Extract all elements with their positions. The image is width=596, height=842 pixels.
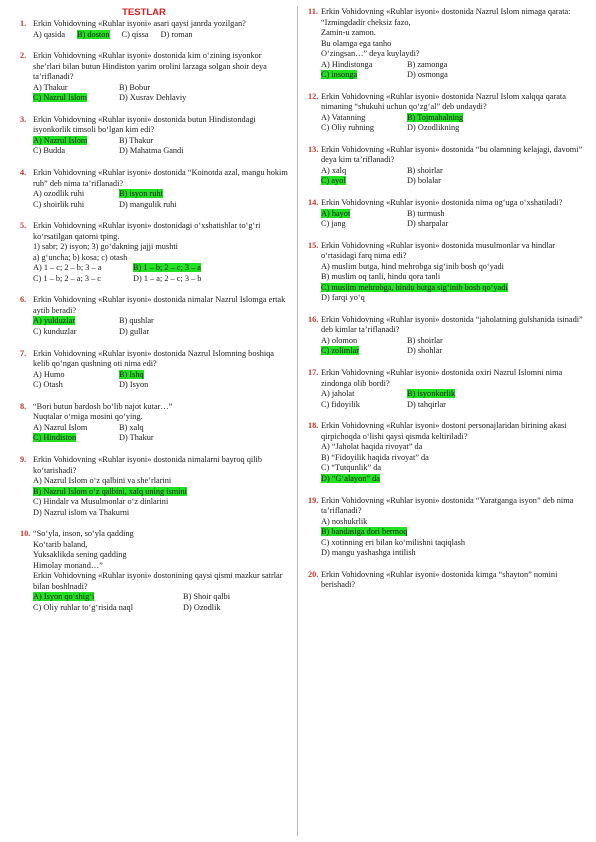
option-label: A) Nazrul Islom	[33, 422, 88, 432]
answer-option	[407, 123, 459, 134]
option-label: C) muslim mehrobga, hindu butga sig‘inib bosh qo‘yadi	[321, 282, 508, 292]
option-row	[33, 370, 288, 381]
question-number: 1.	[20, 19, 27, 28]
option-row	[321, 209, 588, 220]
option-row	[33, 380, 288, 391]
answer-option	[122, 30, 149, 41]
answer-option	[33, 30, 65, 41]
option-row	[321, 293, 588, 304]
answer-option	[321, 517, 367, 528]
question-20	[308, 570, 588, 591]
answer-option	[33, 146, 119, 157]
option-label: B) Ishq	[119, 369, 144, 379]
option-row	[321, 60, 588, 71]
answer-option	[119, 433, 154, 444]
option-label: A) 1 – c; 2 – b; 3 – a	[33, 263, 102, 273]
option-label: B) zamonga	[407, 59, 448, 69]
question-text: “Bori butun bardosh bo‘lib najot kutar…” Nuqtalar o‘rniga mosini qo‘ying.	[33, 401, 173, 422]
option-row	[33, 274, 288, 285]
question-text: Erkin Vohidovning «Ruhlar isyoni» dostonida musulmonlar va hindlar o‘rtasidagi farq nima edi?	[321, 240, 556, 261]
question-number: 13.	[308, 144, 319, 154]
option-row	[33, 497, 288, 508]
option-row	[33, 93, 288, 104]
option-label: C) Otash	[33, 380, 63, 390]
answer-option	[407, 336, 443, 347]
question-19	[308, 496, 588, 559]
answer-option-highlighted	[321, 176, 407, 187]
answer-option	[119, 423, 144, 434]
answer-option	[33, 83, 119, 94]
answer-option-highlighted	[33, 487, 187, 498]
answer-option-highlighted	[33, 136, 119, 147]
left-column	[20, 7, 288, 624]
option-label: A) Vatanning	[321, 112, 366, 122]
option-label: D) tahqirlar	[407, 399, 446, 409]
option-label: A) Nazrul Islom o‘z qalbini va she’rlarini	[33, 476, 172, 485]
answer-option	[321, 453, 429, 464]
question-text: Erkin Vohidovning «Ruhlar isyoni» dostonida nimalar Nazrul Islomga ertak aytib beradi?	[33, 295, 286, 315]
option-row	[321, 527, 588, 538]
option-row	[33, 316, 288, 327]
question-15	[308, 241, 588, 304]
answer-option	[321, 548, 416, 559]
answer-option-highlighted	[119, 189, 163, 200]
question-text: Erkin Vohidovning «Ruhlar isyoni» dostonida nima og‘uga o‘xshatiladi?	[321, 198, 563, 208]
option-row	[321, 453, 588, 464]
option-row	[33, 476, 288, 487]
answer-option	[133, 274, 201, 285]
answer-option	[407, 219, 448, 230]
answer-option-highlighted	[321, 527, 407, 538]
question-number: 11.	[308, 7, 318, 16]
answer-option	[407, 70, 448, 81]
option-label: D) mangulik ruhi	[119, 199, 177, 209]
question-number: 12.	[308, 91, 319, 101]
option-label: C) insonga	[321, 70, 358, 79]
question-text: Erkin Vohidovning «Ruhlar isyoni» dostonida “jaholatning gulshanida isinadi” deb kimlar ta’riflanadi?	[321, 314, 583, 335]
answer-option	[321, 166, 407, 177]
option-row	[33, 327, 288, 338]
option-label: C) kunduzlar	[33, 326, 77, 336]
option-label: B) shoirlar	[407, 165, 443, 175]
option-label: D) Nazrul islom va Thakurni	[33, 507, 130, 517]
answer-option	[321, 219, 407, 230]
option-label: B) isyon ruhi	[119, 189, 163, 199]
option-label: C) fidoyilik	[321, 399, 360, 409]
option-label: B) Bobur	[119, 82, 151, 92]
question-number: 8.	[20, 401, 27, 411]
answer-option-highlighted	[321, 209, 407, 220]
option-label: B) muslim oq tanli, hindu qora tanli	[321, 272, 441, 282]
question-number: 3.	[20, 114, 27, 124]
option-label: B) xalq	[119, 422, 144, 432]
option-label: B) Tojmahalning	[407, 112, 464, 122]
option-row	[33, 30, 288, 41]
option-label: A) hayot	[321, 208, 351, 218]
answer-option	[33, 508, 129, 519]
question-text: Erkin Vohidovning «Ruhlar isyoni» dostonida “Koinotda azal, mangu hokim ruh” deb nima ta’riflanadi?	[33, 168, 288, 188]
option-row	[321, 548, 588, 559]
option-label: A) Thakur	[33, 82, 68, 92]
option-row	[321, 70, 588, 81]
question-11	[308, 7, 588, 81]
option-row	[321, 272, 588, 283]
question-text: Erkin Vohidovning «Ruhlar isyoni» dostonidagi o‘xshatishlar to‘g‘ri ko‘rsatilgan qatorni tping. 1) sabr; 2) isyon; 3) go‘dakning jajji mushti a) g‘uncha; b) kosa; c) otash	[33, 221, 261, 262]
answer-option	[183, 592, 230, 603]
option-label: C) shoirlik ruhi	[33, 199, 85, 209]
answer-option	[33, 423, 119, 434]
question-text: Erkin Vohidovning «Ruhlar isyoni» dostonida nimalarni bayroq qilib ko‘tarishadi?	[33, 455, 262, 475]
answer-option-highlighted	[33, 433, 119, 444]
option-row	[33, 136, 288, 147]
option-label: A) Isyon qo‘shig‘i	[33, 592, 95, 602]
question-3	[20, 115, 288, 157]
option-row	[33, 603, 288, 614]
option-row	[321, 463, 588, 474]
answer-option-highlighted	[33, 316, 119, 327]
option-label: A) Hindistonga	[321, 59, 373, 69]
option-label: A) Humo	[33, 369, 65, 379]
option-row	[33, 200, 288, 211]
question-text: Erkin Vohidovning «Ruhlar isyoni» dostonida “bu olamning kelajagi, davomi” deya kim ta’riflanadi?	[321, 144, 583, 165]
option-row	[321, 166, 588, 177]
answer-option-highlighted	[321, 283, 508, 294]
option-row	[321, 538, 588, 549]
option-label: C) Oliy ruhlar to‘g‘risida naql	[33, 602, 134, 612]
option-row	[321, 346, 588, 357]
answer-option	[119, 136, 153, 147]
question-2	[20, 51, 288, 104]
option-row	[321, 442, 588, 453]
option-label: C) Hindalr va Musulmonlar o‘z dinlarini	[33, 497, 169, 506]
answer-option	[407, 209, 445, 220]
answer-option	[119, 380, 148, 391]
answer-option	[183, 603, 221, 614]
option-label: A) muslim butga, hind mehrobga sig‘inib bosh qo‘yadi	[321, 261, 504, 271]
column-divider	[297, 6, 298, 836]
page-title: TESTLAR	[122, 7, 166, 18]
answer-option	[33, 476, 171, 487]
answer-option	[321, 60, 407, 71]
option-label: D) bolalar	[407, 176, 441, 186]
answer-option	[33, 189, 119, 200]
question-number: 15.	[308, 240, 319, 250]
question-8	[20, 402, 288, 444]
answer-option	[321, 262, 504, 273]
answer-option-highlighted	[407, 389, 455, 400]
question-9	[20, 455, 288, 518]
question-text: Erkin Vohidovning «Ruhlar isyoni» dostonida kimga “shayton” nomini berishadi?	[321, 569, 558, 590]
question-text: Erkin Vohidovning «Ruhlar isyoni» asari qaysi janrda yozilgan?	[33, 19, 246, 28]
option-label: B) shoirlar	[407, 335, 443, 345]
answer-option	[33, 370, 119, 381]
option-row	[33, 487, 288, 498]
question-number: 2.	[20, 51, 27, 61]
option-label: D) Thakur	[119, 433, 154, 443]
option-label: B) turmush	[407, 208, 445, 218]
question-text: “So‘yla, inson, so‘yla qadding Ko‘tarib baland, Yuksaklikda sening qadding Himolay monand…” Erkin Vohidovning «Ruhlar isyoni» dostonining qaysi qismi mazkur satrlar bilan boshlnadi?	[33, 529, 283, 591]
option-row	[321, 389, 588, 400]
option-row	[321, 283, 588, 294]
answer-option	[119, 93, 186, 104]
answer-option	[407, 346, 442, 357]
answer-option	[33, 327, 119, 338]
question-number: 20.	[308, 569, 319, 579]
option-label: A) qasida	[33, 29, 66, 39]
option-row	[321, 336, 588, 347]
question-number: 19.	[308, 495, 319, 505]
option-row	[321, 262, 588, 273]
question-number: 14.	[308, 198, 319, 208]
answer-option	[321, 293, 365, 304]
answer-option-highlighted	[407, 113, 463, 124]
question-text: Erkin Vohidovning «Ruhlar isyoni» dostonida oxiri Nazrul Islomni nima zindonga olib bordi?	[321, 368, 563, 388]
answer-option	[321, 400, 407, 411]
answer-option-highlighted	[321, 70, 407, 81]
option-label: A) Nazrul Islom	[33, 135, 88, 145]
answer-option-highlighted	[119, 370, 144, 381]
answer-option-highlighted	[33, 592, 183, 603]
answer-option	[407, 60, 447, 71]
option-row	[33, 592, 288, 603]
question-7	[20, 349, 288, 391]
option-label: A) ozodlik ruhi	[33, 189, 85, 199]
question-number: 7.	[20, 348, 27, 358]
answer-option	[407, 400, 446, 411]
option-label: B) “Fidoyilik haqida rivoyat” da	[321, 452, 429, 462]
answer-option	[119, 146, 184, 157]
option-label: B) 1 – b; 2 – c; 3 – a	[133, 263, 201, 273]
question-text: Erkin Vohidovning «Ruhlar isyoni» dostonida Nazrul Islom xalqqa qarata nimaning “shukuhi uchun qo‘zg‘al” deb undaydi?	[321, 91, 566, 112]
question-10	[20, 529, 288, 613]
option-row	[33, 83, 288, 94]
question-number: 16.	[308, 314, 319, 324]
option-row	[321, 400, 588, 411]
question-number: 10.	[20, 529, 31, 539]
option-label: C) qissa	[121, 29, 149, 39]
option-label: D) Mahatma Gandi	[119, 146, 184, 156]
option-label: C) jang	[321, 219, 346, 229]
option-label: D) roman	[160, 29, 193, 39]
option-label: D) Ozodlik	[183, 602, 221, 612]
option-label: B) Nazrul Islom o‘z qalbini, xalq uning ismini	[33, 486, 187, 496]
answer-option	[321, 123, 407, 134]
option-label: D) osmonga	[407, 70, 448, 79]
option-label: A) jaholat	[321, 389, 355, 399]
answer-option	[33, 274, 133, 285]
answer-option	[321, 336, 407, 347]
option-label: D) Isyon	[119, 380, 149, 390]
answer-option	[33, 380, 119, 391]
question-text: Erkin Vohidovning «Ruhlar isyoni» dostonida “Yaratganga isyon” deb nima ta’riflanadi?	[321, 495, 574, 515]
option-row	[33, 263, 288, 274]
option-label: D) 1 – a; 2 – c; 3 – b	[133, 273, 202, 283]
option-row	[33, 423, 288, 434]
option-label: B) bandasiga dori bermoq	[321, 527, 408, 536]
option-row	[33, 146, 288, 157]
option-label: B) Shoir qalbi	[183, 592, 231, 602]
option-label: D) mangu yashashga intilish	[321, 548, 416, 557]
option-label: A) olomon	[321, 335, 358, 345]
option-label: D) farqi yo‘q	[321, 293, 365, 303]
question-text: Erkin Vohidovning «Ruhlar isyoni» dostonida Nazrul Islom nimaga qarata: “Izmingdadir cheksiz fazo, Zamin-u zamon. Bu olamga ega tanho O‘zingsan…” deya kuylaydi?	[321, 7, 571, 58]
option-label: B) qushlar	[119, 316, 154, 326]
option-row	[33, 189, 288, 200]
option-label: C) ayol	[321, 176, 346, 186]
question-1	[20, 19, 288, 40]
option-label: D) “G‘alayon” da	[321, 473, 380, 483]
option-label: C) 1 – b; 2 – a; 3 – c	[33, 273, 101, 283]
option-label: C) xotinning eri bilan ko‘milishni taqiqlash	[321, 537, 466, 547]
answer-option	[161, 30, 193, 41]
answer-option	[321, 389, 407, 400]
answer-option	[33, 200, 119, 211]
option-label: D) Xusrav Dehlaviy	[119, 93, 187, 103]
answer-option	[119, 316, 154, 327]
question-number: 9.	[20, 455, 27, 464]
answer-option-highlighted	[133, 263, 201, 274]
option-label: B) Thakur	[119, 135, 154, 145]
answer-option	[119, 200, 177, 211]
answer-option-highlighted	[33, 93, 119, 104]
option-row	[321, 176, 588, 187]
question-5	[20, 221, 288, 284]
question-14	[308, 198, 588, 230]
option-label: D) Ozodlikning	[407, 123, 460, 133]
option-label: A) “Jaholat haqida rivoyat” da	[321, 442, 423, 452]
option-label: C) Hindiston	[33, 433, 77, 443]
option-row	[321, 123, 588, 134]
question-number: 17.	[308, 368, 319, 378]
question-text: Erkin Vohidovning «Ruhlar isyoni» dostoni personajlaridan birining akasi qirpichoqda o‘lishi qaysi qismda keltiriladi?	[321, 421, 567, 441]
option-label: C) Nazrul Islom	[33, 93, 87, 103]
answer-option	[119, 83, 150, 94]
answer-option	[407, 176, 441, 187]
question-17	[308, 368, 588, 410]
question-text: Erkin Vohidovning «Ruhlar isyoni» dostonida kim o‘zining isyonkor she’rlari bilan butun Hindiston yarim orolini larzaga solgan shoir deya ta’riflanadi?	[33, 51, 267, 82]
question-18	[308, 421, 588, 484]
option-row	[321, 219, 588, 230]
option-row	[321, 113, 588, 124]
question-number: 6.	[20, 295, 27, 305]
question-text: Erkin Vohidovning «Ruhlar isyoni» dostonida butun Hindistondagi isyonkorlik timsoli bo‘lgan kim edi?	[33, 114, 256, 135]
answer-option	[33, 263, 133, 274]
question-16	[308, 315, 588, 357]
option-label: B) isyonkorlik	[407, 389, 456, 399]
question-text: Erkin Vohidovning «Ruhlar isyoni» dostonida Nazrul Islomning boshiqa kelib qo‘ngan qushning oti nima edi?	[33, 348, 274, 369]
option-label: A) noshukrlik	[321, 516, 368, 526]
answer-option	[321, 272, 440, 283]
question-number: 18.	[308, 421, 319, 431]
option-row	[321, 474, 588, 485]
option-label: A) xalq	[321, 165, 347, 175]
question-6	[20, 295, 288, 337]
option-label: D) shohlar	[407, 346, 443, 356]
option-label: D) sharpalar	[407, 219, 449, 229]
question-number: 4.	[20, 168, 27, 178]
option-label: C) “Tutqunlik” da	[321, 463, 382, 473]
question-number: 5.	[20, 221, 27, 231]
option-label: B) doston	[77, 29, 110, 39]
option-label: C) zolimlar	[321, 346, 360, 356]
option-label: A) yulduzlar	[33, 316, 76, 326]
right-column	[308, 7, 588, 602]
question-13	[308, 145, 588, 187]
answer-option	[119, 327, 149, 338]
answer-option-highlighted	[321, 474, 380, 485]
question-12	[308, 92, 588, 134]
answer-option-highlighted	[321, 346, 407, 357]
answer-option	[321, 113, 407, 124]
answer-option	[33, 497, 168, 508]
question-4	[20, 168, 288, 210]
answer-option	[407, 166, 443, 177]
option-label: C) Oliy ruhning	[321, 123, 375, 133]
option-row	[33, 433, 288, 444]
answer-option	[321, 538, 465, 549]
option-label: D) gullar	[119, 326, 150, 336]
option-label: C) Budda	[33, 146, 66, 156]
answer-option	[321, 463, 381, 474]
option-row	[33, 508, 288, 519]
answer-option	[33, 603, 183, 614]
answer-option-highlighted	[77, 30, 110, 41]
answer-option	[321, 442, 422, 453]
option-row	[321, 517, 588, 528]
